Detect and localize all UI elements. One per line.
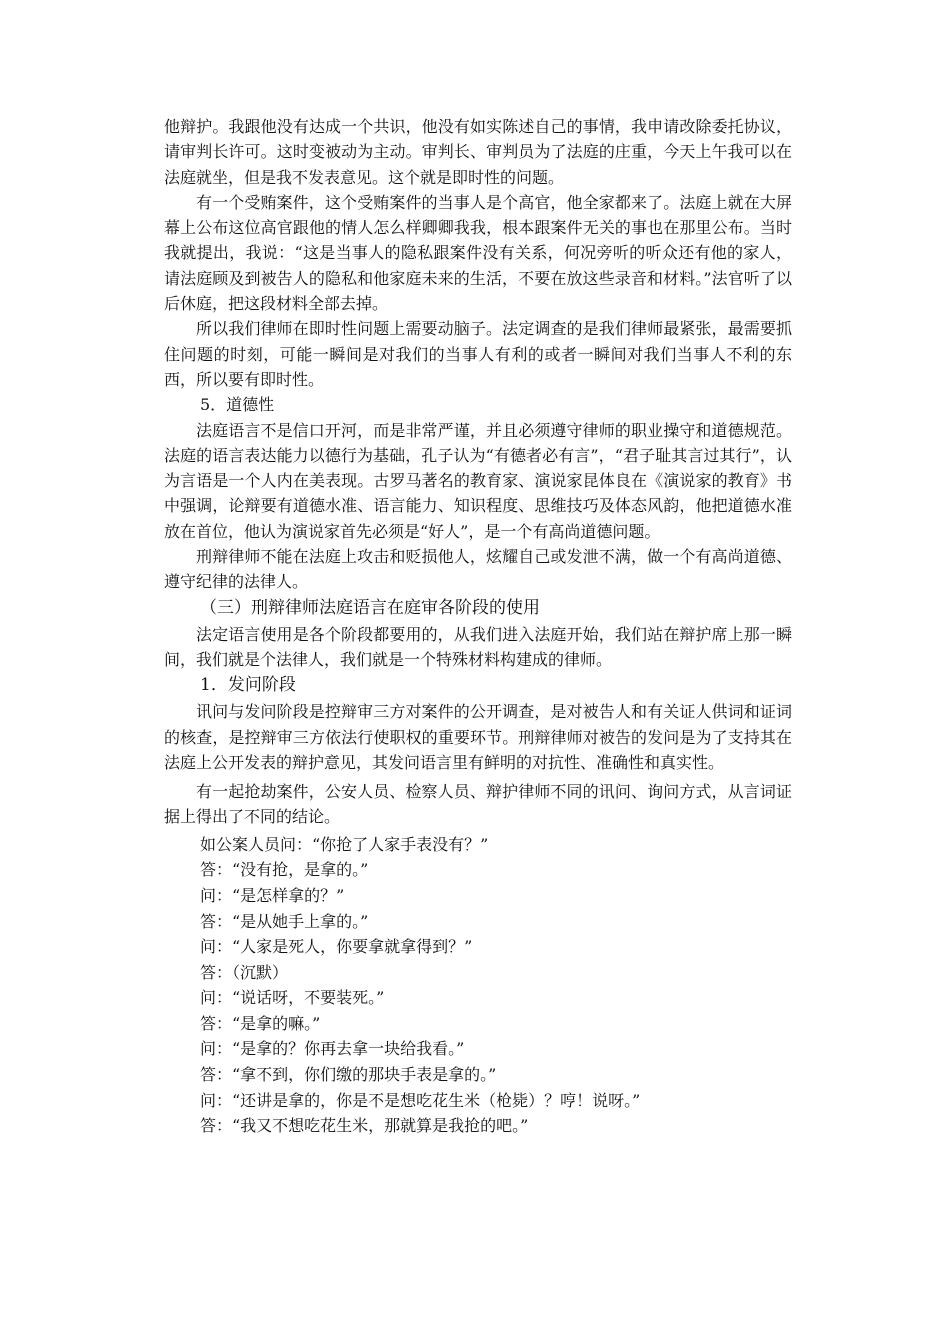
dialogue-line: 问：“人家是死人，你要拿就拿得到？” [200, 937, 473, 957]
dialogue-list [164, 832, 792, 1139]
paragraph-legal-language: 法定语言使用是各个阶段都要用的，从我们进入法庭开始，我们站在辩护席上那一瞬间，我们就是个法律人，我们就是一个特殊材料构建成的律师。 [164, 624, 792, 669]
dialogue-line: 问：“说话呀，不要装死。” [200, 988, 385, 1008]
heading-questioning-stage: 1．发问阶段 [200, 675, 296, 696]
document-body [164, 114, 792, 1139]
paragraph-lawyer-conduct: 刑辩律师不能在法庭上攻击和贬损他人，炫耀自己或发泄不满，做一个有高尚道德、遵守纪律的法律人。 [164, 547, 792, 592]
dialogue-line: 答：“我又不想吃花生米，那就算是我抢的吧。” [200, 1116, 529, 1136]
dialogue-line: 答：“是拿的嘛。” [200, 1013, 321, 1033]
dialogue-line: 如公案人员问：“你抢了人家手表没有？” [200, 834, 489, 854]
dialogue-line: 问：“是怎样拿的？” [200, 885, 345, 905]
dialogue-line: 答：“没有抢，是拿的。” [200, 860, 369, 880]
dialogue-line: 答：（沉默） [200, 962, 289, 982]
heading-morality: 5．道德性 [200, 395, 275, 415]
paragraph-robbery-case: 有一起抢劫案件，公安人员、检察人员、辩护律师不同的讯问、询问方式，从言词证据上得出了不同的结论。 [164, 782, 792, 827]
paragraph-bribery-case: 有一个受贿案件，这个受贿案件的当事人是个高官，他全家都来了。法庭上就在大屏幕上公布这位高官跟他的情人怎么样卿卿我我，根本跟案件无关的事也在那里公布。当时我就提出，我说：“这是当事人的隐私跟案件没有关系，何况旁听的听众还有他的家人，请法庭顾及到被告人的隐私和他家庭未来的生活，不要在放这些录音和材料。”法官听了以后休庭，把这段材料全部去掉。 [164, 192, 792, 314]
dialogue-line: 答：“是从她手上拿的。” [200, 911, 369, 931]
dialogue-line: 问：“还讲是拿的，你是不是想吃花生米（枪毙）？哼！说呀。” [200, 1090, 641, 1110]
paragraph-morality: 法庭语言不是信口开河，而是非常严谨，并且必须遵守律师的职业操守和道德规范。法庭的语言表达能力以德行为基础，孔子认为“有德者必有言”，“君子耻其言过其行”，认为言语是一个人内在美表现。古罗马著名的教育家、演说家昆体良在《演说家的教育》书中强调，论辩要有道德水准、语言能力、知识程度、思维技巧及体态风韵，他把道德水准放在首位，他认为演说家首先必须是“好人”，是一个有高尚道德问题。 [164, 420, 792, 541]
paragraph-continued: 他辩护。我跟他没有达成一个共识，他没有如实陈述自己的事情，我申请改除委托协议，请审判长许可。这时变被动为主动。审判长、审判员为了法庭的庄重，今天上午我可以在法庭就坐，但是我不发表意见。这个就是即时性的问题。 [164, 117, 792, 187]
heading-section-3: （三）刑辩律师法庭语言在庭审各阶段的使用 [200, 597, 540, 618]
dialogue-line: 问：“是拿的？你再去拿一块给我看。” [200, 1039, 465, 1059]
dialogue-line: 答：“拿不到，你们缴的那块手表是拿的。” [200, 1065, 497, 1085]
paragraph-immediacy: 所以我们律师在即时性问题上需要动脑子。法定调查的是我们律师最紧张，最需要抓住问题的时刻，可能一瞬间是对我们的当事人有利的或者一瞬间对我们当事人不利的东西，所以要有即时性。 [164, 319, 792, 389]
paragraph-questioning: 讯问与发问阶段是控辩审三方对案件的公开调查，是对被告人和有关证人供词和证词的核查，是控辩审三方依法行使职权的重要环节。刑辩律师对被告的发问是为了支持其在法庭上公开发表的辩护意见，其发问语言里有鲜明的对抗性、准确性和真实性。 [164, 702, 792, 772]
